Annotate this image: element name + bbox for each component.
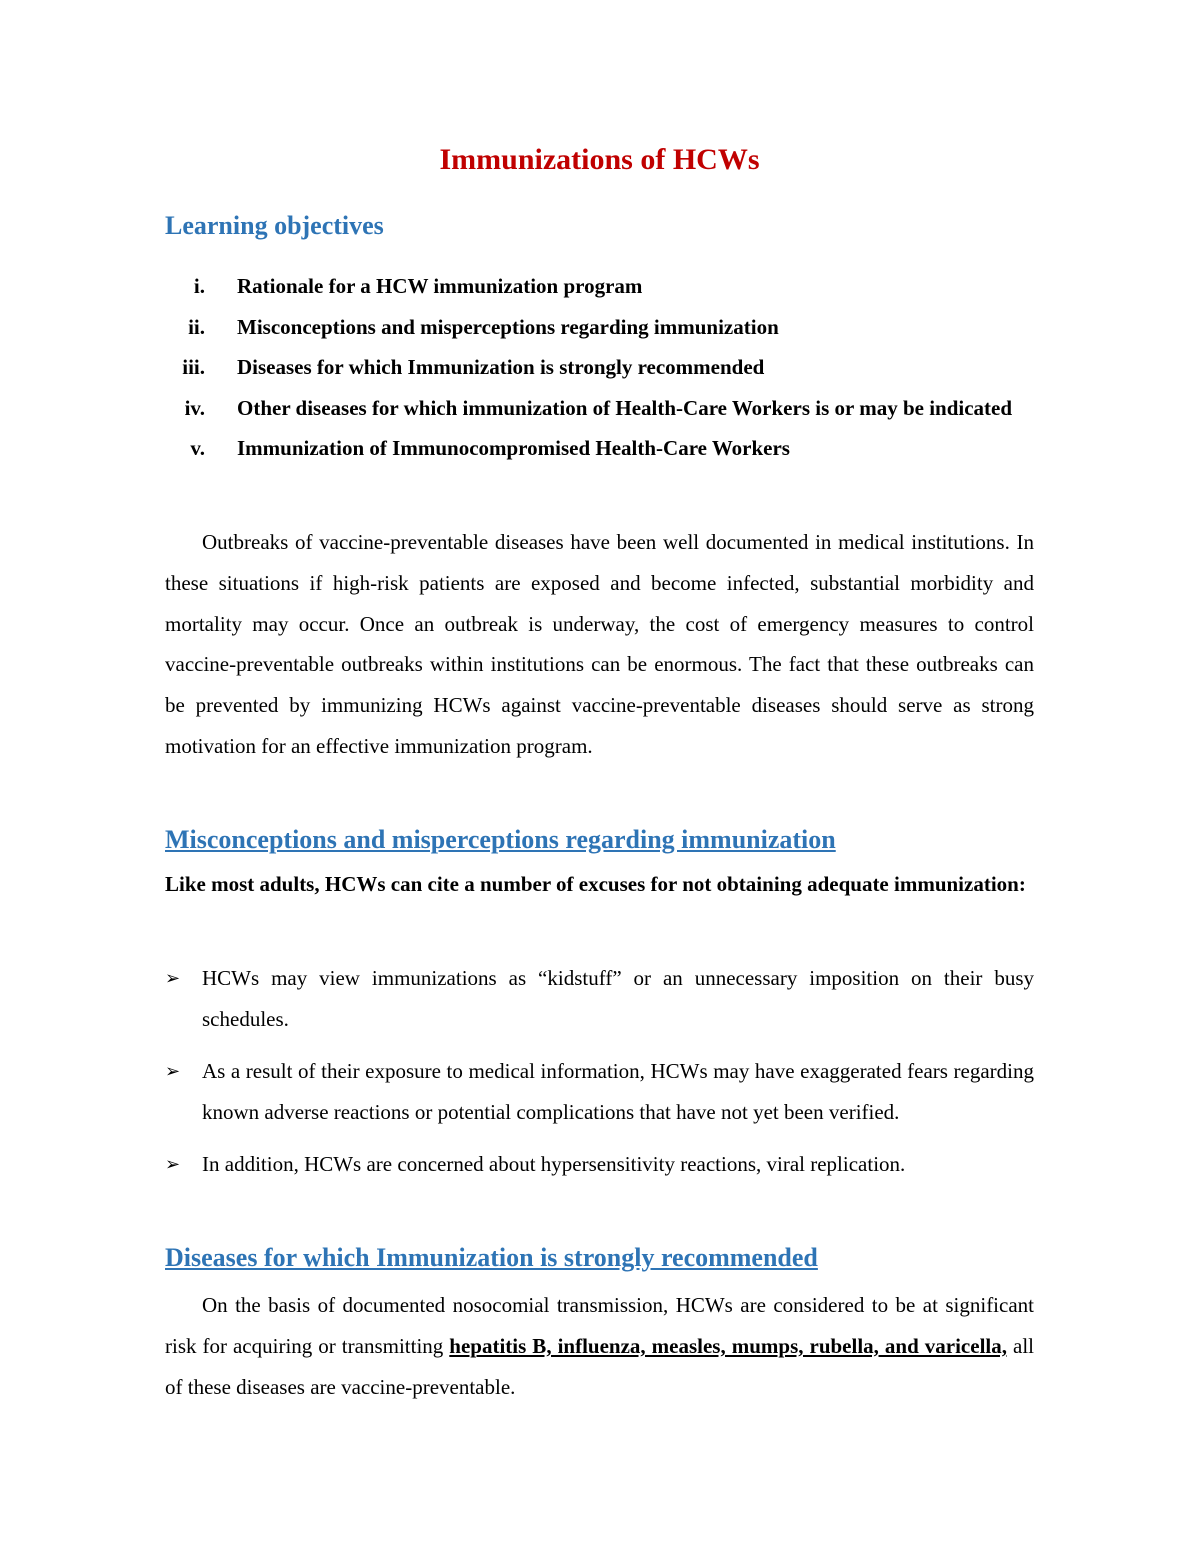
objective-item [165,428,1034,469]
recommended-text-after: all of these diseases are vaccine-preventable. [165,1333,1034,1399]
objective-number: ii. [188,314,205,339]
arrowhead-bullet-icon: ➢ [165,968,181,989]
objective-item [165,266,1034,307]
list-item [165,1144,1034,1185]
list-item [165,958,1034,1040]
objective-number: v. [190,436,205,460]
list-item [165,1051,1034,1133]
objective-text: Misconceptions and misperceptions regarding immunization [237,314,779,339]
bullet-text: As a result of their exposure to medical information, HCWs may have exaggerated fears regarding known adverse reactions or potential complications that have not yet been verified. [202,1059,1034,1124]
objective-number: i. [193,274,205,298]
recommended-text-before: On the basis of documented nosocomial transmission, HCWs are considered to be at significant risk for acquiring or transmitting [165,1293,1034,1358]
objective-text: Other diseases for which immunization of Health-Care Workers is or may be indicated [237,395,1013,420]
recommended-diseases-highlight: hepatitis B, influenza, measles, mumps, rubella, and varicella, [449,1333,1007,1358]
document-title: Immunizations of HCWs [439,143,760,176]
learning-objectives-heading: Learning objectives [165,211,384,240]
misconceptions-list [165,958,1034,1196]
bullet-text: In addition, HCWs are concerned about hypersensitivity reactions, viral replication. [202,1152,906,1176]
arrowhead-bullet-icon: ➢ [165,1154,181,1175]
arrowhead-bullet-icon: ➢ [165,1061,181,1082]
recommended-paragraph [165,1285,1034,1407]
objective-item [165,347,1034,388]
objective-text: Immunization of Immunocompromised Health-Care Workers [237,436,790,460]
learning-objectives-list [165,266,1034,469]
misconceptions-heading: Misconceptions and misperceptions regarding immunization [165,825,836,854]
objective-text: Diseases for which Immunization is strongly recommended [237,355,765,379]
objective-number: iii. [182,355,205,379]
intro-paragraph: Outbreaks of vaccine-preventable diseases have been well documented in medical institutions. In these situations if high-risk patients are exposed and become infected, substantial morbidity and mortality may occur. Once an outbreak is underway, the cost of emergency measures to control vaccine-preventable outbreaks within institutions can be enormous. The fact that these outbreaks can be prevented by immunizing HCWs against vaccine-preventable diseases should serve as strong motivation for an effective immunization program. [165,530,1034,758]
bullet-text: HCWs may view immunizations as “kidstuff” or an unnecessary imposition on their busy schedules. [202,966,1034,1031]
objective-text: Rationale for a HCW immunization program [237,274,643,298]
recommended-heading: Diseases for which Immunization is strongly recommended [165,1243,818,1272]
objective-item [165,388,1034,429]
misconceptions-intro: Like most adults, HCWs can cite a number of excuses for not obtaining adequate immunization: [165,872,1026,896]
objective-item [165,307,1034,348]
objective-number: iv. [184,395,205,420]
